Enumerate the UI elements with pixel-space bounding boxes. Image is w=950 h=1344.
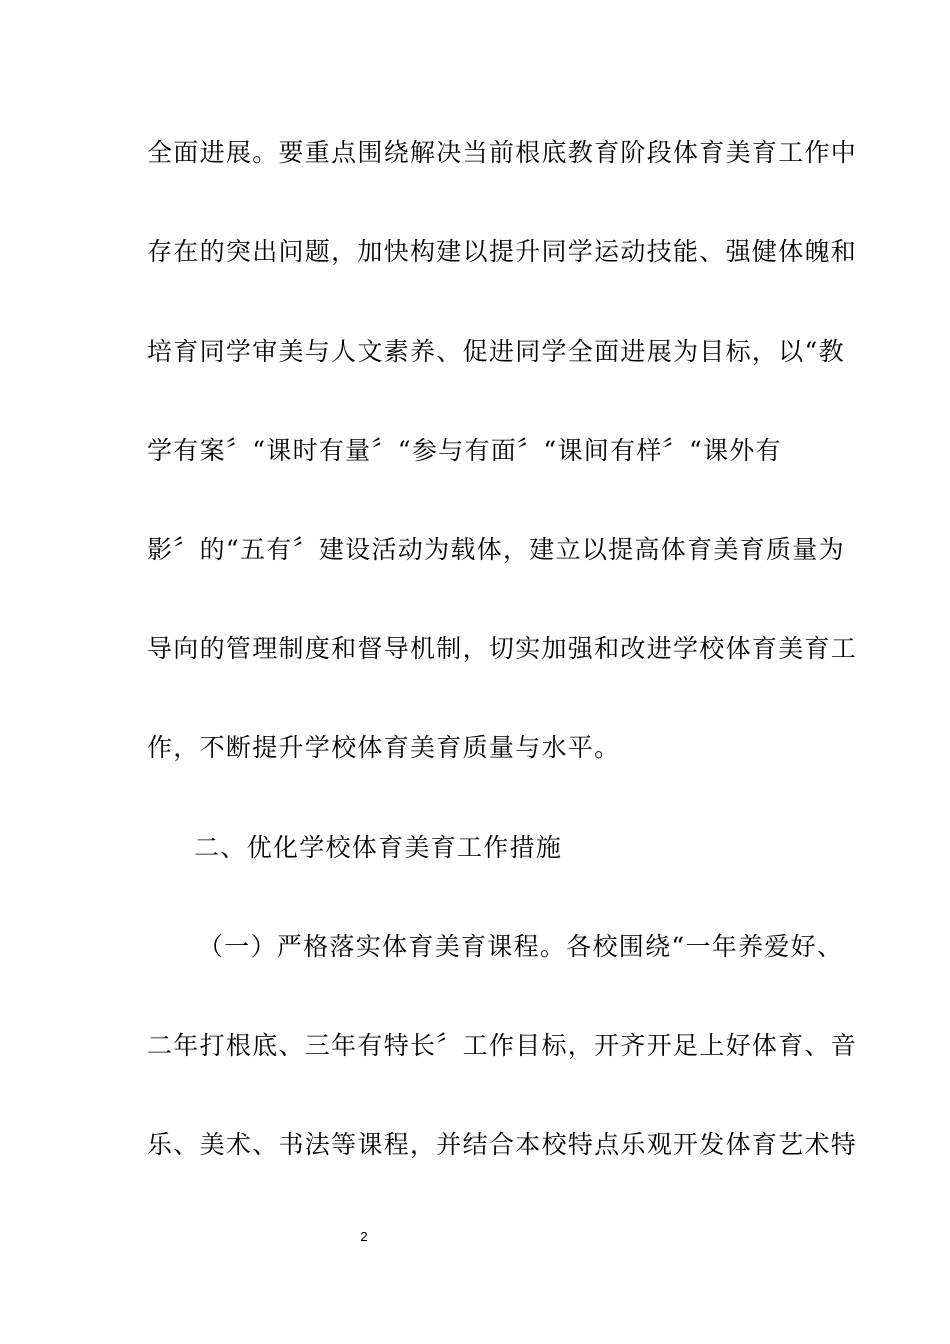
body-text-line: 学有案〞“课时有量〞“参与有面〞“课间有样〞“课外有 — [147, 436, 782, 465]
section-heading: 二、优化学校体育美育工作措施 — [194, 833, 563, 862]
body-text-line: 培育同学审美与人文素养、促进同学全面进展为目标，以“教 — [147, 337, 845, 366]
page-number: 2 — [360, 1229, 368, 1244]
body-text-line: 全面进展。要重点围绕解决当前根底教育阶段体育美育工作中 — [147, 138, 858, 167]
body-text-line: 导向的管理制度和督导机制，切实加强和改进学校体育美育工 — [147, 634, 858, 663]
body-text-line: （一）严格落实体育美育课程。各校围绕“一年养爱好、 — [198, 932, 844, 961]
body-text-line: 作，不断提升学校体育美育质量与水平。 — [147, 733, 621, 762]
body-text-line: 二年打根底、三年有特长〞工作目标，开齐开足上好体育、音 — [147, 1031, 858, 1060]
body-text-line: 乐、美术、书法等课程，并结合本校特点乐观开发体育艺术特 — [147, 1130, 858, 1159]
body-text-line: 影〞的“五有〞建设活动为载体，建立以提高体育美育质量为 — [147, 535, 845, 564]
body-text-line: 存在的突出问题，加快构建以提升同学运动技能、强健体魄和 — [147, 237, 858, 266]
